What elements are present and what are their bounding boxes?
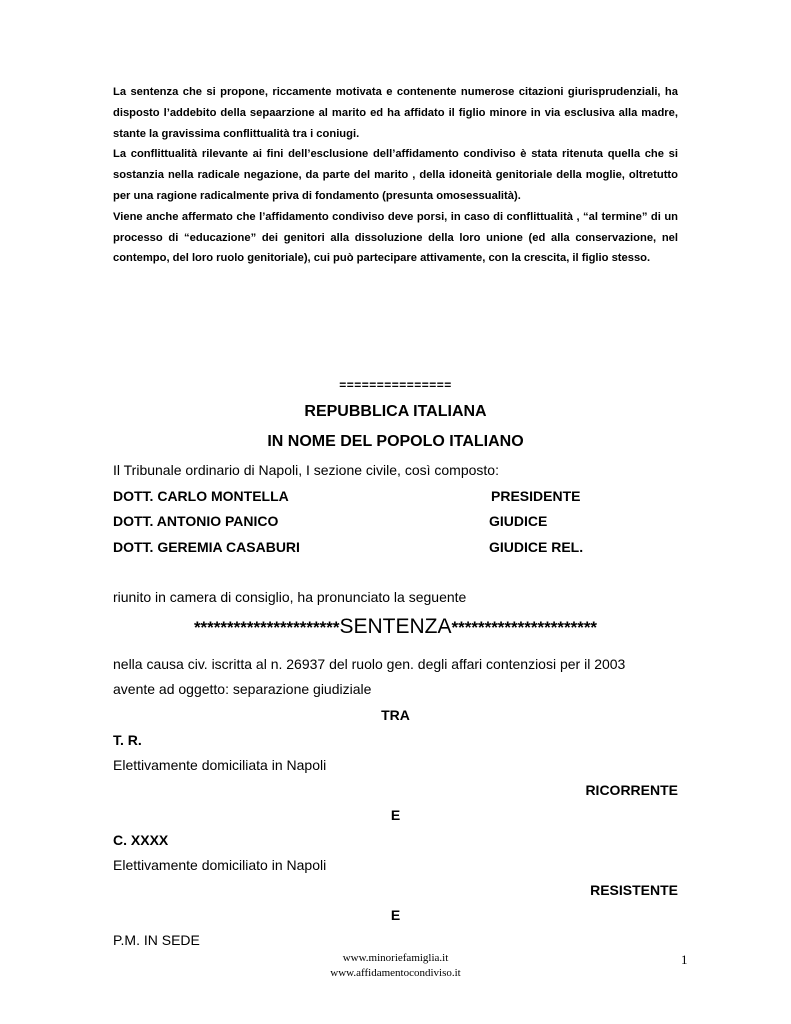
pm-line: P.M. IN SEDE [113, 932, 200, 948]
party2-domicile: Elettivamente domiciliato in Napoli [113, 857, 327, 873]
heading-popolo: IN NOME DEL POPOLO ITALIANO [267, 433, 524, 450]
tribunal-line: Il Tribunale ordinario di Napoli, I sezione civile, così composto: [113, 462, 499, 478]
causa-line-2: avente ad oggetto: separazione giudiziale [113, 681, 372, 697]
stars-left: ********************** [193, 618, 340, 637]
sentenza-title [0, 615, 791, 639]
footer [0, 951, 791, 981]
page-number: 1 [681, 952, 688, 967]
judge-name-3: DOTT. GEREMIA CASABURI [113, 539, 300, 555]
tra-label: TRA [381, 707, 410, 723]
party2-role: RESISTENTE [590, 882, 678, 898]
party1-domicile: Elettivamente domiciliata in Napoli [113, 757, 327, 773]
sentenza-word: SENTENZA [339, 615, 452, 638]
judge-name-1: DOTT. CARLO MONTELLA [113, 488, 289, 504]
abstract-paragraph-2: La conflittualità rilevante ai fini dell’esclusione dell’affidamento condiviso è stata ritenuta quella che si sostanzia nella radicale negazione, da parte del marito , della idoneità genitoriale della moglie, oltretutto per una ragione radicalmente priva di fondamento (presunta omosessualità). [113, 148, 678, 202]
footer-site-1[interactable]: www.minoriefamiglia.it [342, 952, 449, 964]
abstract-paragraph-1: La sentenza che si propone, riccamente motivata e contenente numerose citazioni giurisprudenziali, ha disposto l’addebito della sepaarzione al marito ed ha affidato il figlio minore in via esclusiva alla madre, stante la gravissima conflittualità tra i coniugi. [113, 86, 678, 140]
party1-name: T. R. [113, 732, 142, 748]
e-label-1: E [390, 807, 401, 823]
e-label-2: E [390, 907, 401, 923]
heading-repubblica: REPUBBLICA ITALIANA [304, 403, 487, 420]
stars-right: ********************** [451, 618, 598, 637]
abstract-paragraph-3: Viene anche affermato che l’affidamento condiviso deve porsi, in caso di conflittualità , “al termine” di un processo di “educazione” dei genitori alla dissoluzione della loro unione (ed alla conservazione, nel contempo, del loro ruolo genitoriale), cui può partecipare attivamente, con la crescita, il figlio stesso. [113, 210, 678, 265]
judge-role-2: GIUDICE [489, 513, 548, 529]
party2-name: C. XXXX [113, 832, 169, 848]
causa-line-1: nella causa civ. iscritta al n. 26937 del ruolo gen. degli affari contenziosi per il 2003 [113, 656, 626, 672]
footer-site-2[interactable]: www.affidamentocondiviso.it [330, 967, 461, 979]
judge-name-2: DOTT. ANTONIO PANICO [113, 513, 279, 529]
separator: =============== [339, 378, 452, 392]
abstract [113, 82, 678, 269]
judge-role-1: PRESIDENTE [491, 488, 581, 504]
party1-role: RICORRENTE [585, 782, 678, 798]
judge-role-3: GIUDICE REL. [489, 539, 584, 555]
riunito-line: riunito in camera di consiglio, ha pronunciato la seguente [113, 589, 467, 605]
